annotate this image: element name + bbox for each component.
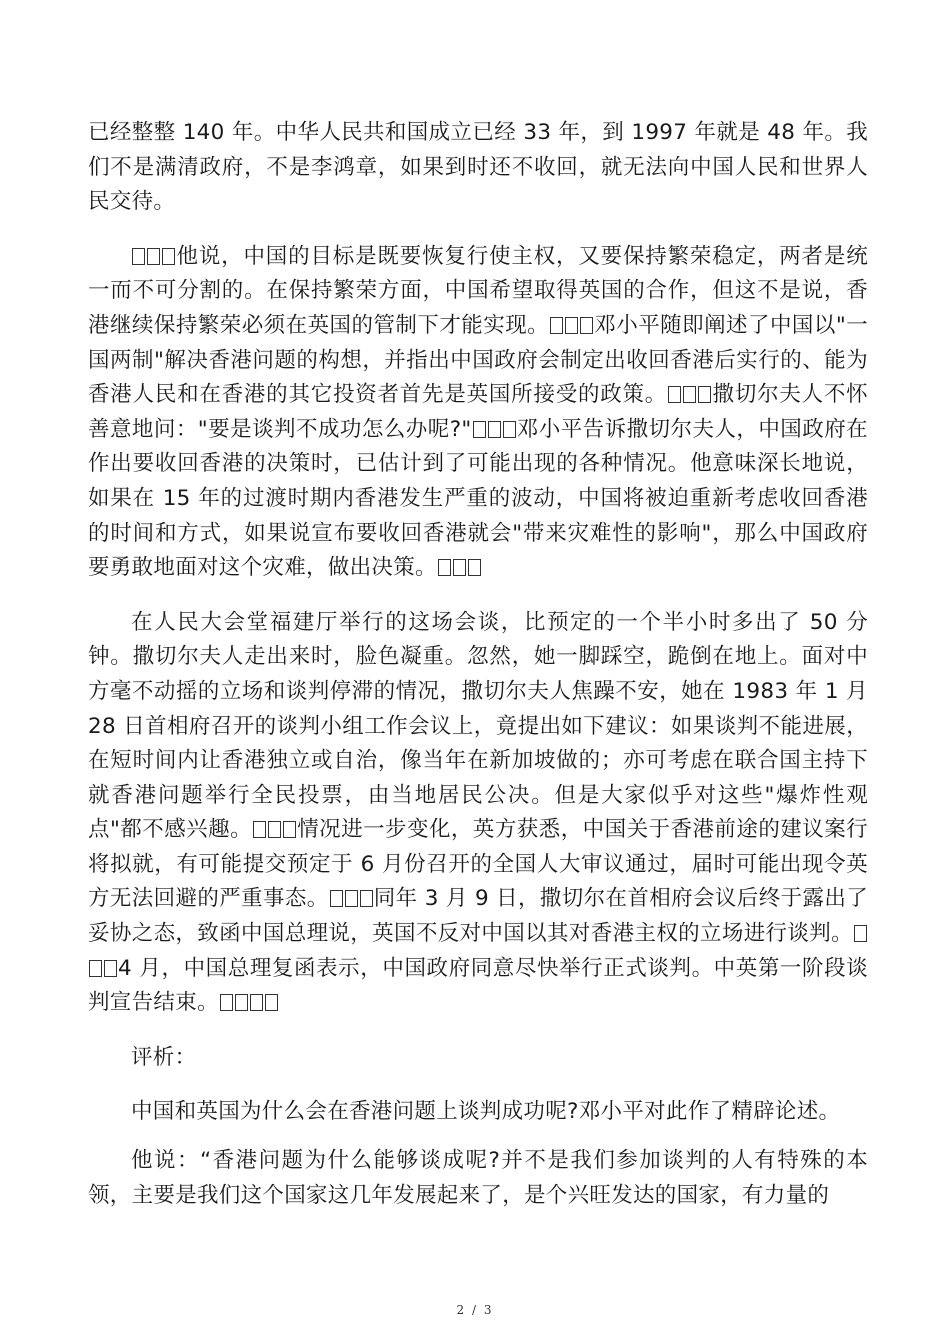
missing-glyph-box (89, 960, 102, 977)
missing-glyph-box (438, 559, 451, 576)
missing-glyph-box (330, 890, 343, 907)
missing-glyph-box (550, 317, 563, 334)
missing-glyph-box (268, 821, 281, 838)
paragraph-1: 已经整整 140 年。中华人民共和国成立已经 33 年，到 1997 年就是 48 年。我们不是满清政府，不是李鸿章，如果到时还不收回，就无法向中国人民和世界人民交待。 (88, 120, 868, 215)
missing-glyph-box (104, 960, 117, 977)
missing-glyph-box (235, 994, 248, 1011)
missing-glyph-box (265, 994, 278, 1011)
missing-glyph-box (683, 386, 696, 403)
missing-glyph-box (253, 821, 266, 838)
page-number: 2 / 3 (456, 1303, 494, 1317)
missing-glyph-box (250, 994, 263, 1011)
paragraph-2-part-d: 邓小平告诉撒切尔夫人，中国政府在作出要收回香港的决策时，已估计到了可能出现的各种情况。他意味深长地说，如果在 15 年的过渡时期内香港发生严重的波动，中国将被迫重新考虑收回香港的时间和方式，如果说宣布要收回香港就会"带来灾难性的影响"，那么中国政府要勇敢地面对这个灾难，做出决策。 (88, 416, 868, 581)
paragraph-5: 中国和英国为什么会在香港问题上谈判成功呢?邓小平对此作了精辟论述。 (131, 1099, 841, 1125)
missing-glyph-box (360, 890, 373, 907)
missing-glyph-box (220, 994, 233, 1011)
document-body (88, 116, 868, 1213)
paragraph-3 (88, 606, 868, 1021)
missing-glyph-box (503, 421, 516, 438)
paragraph-2-part-c: 撒切尔夫人不怀善意地问："要是谈判不成功怎么办呢?" (88, 382, 868, 442)
missing-glyph-box (580, 317, 593, 334)
paragraph-3-part-a: 在人民大会堂福建厅举行的这场会谈，比预定的一个半小时多出了 50 分钟。撒切尔夫人走出来时，脸色凝重。忽然，她一脚踩空，跪倒在地上。面对中方毫不动摇的立场和谈判停滞的情况，撒切尔夫人焦躁不安，她在 1983 年 1 月 28 日首相府召开的谈判小组工作会议上，竟提出如下建议：如果谈判不能进展，在短时间内让香港独立或自治，像当年在新加坡做的；亦可考虑在联合国主持下就香港问题举行全民投票，由当地居民公决。但是大家似乎对这些"爆炸性观点"都不感兴趣。 (88, 609, 868, 843)
missing-glyph-box (453, 559, 466, 576)
paragraph-6: 他说：“香港问题为什么能够谈成呢?并不是我们参加谈判的人有特殊的本领，主要是我们这个国家这几年发展起来了，是个兴旺发达的国家，有力量的 (88, 1148, 868, 1208)
missing-glyph-box (668, 386, 681, 403)
missing-glyph-box (473, 421, 486, 438)
missing-glyph-box (132, 248, 145, 265)
missing-glyph-box (698, 386, 711, 403)
missing-glyph-box (147, 248, 160, 265)
missing-glyph-box (162, 248, 175, 265)
paragraph-2-part-a: 他说，中国的目标是既要恢复行使主权，又要保持繁荣稳定，两者是统一而不可分割的。在保持繁荣方面，中国希望取得英国的合作，但这不是说，香港继续保持繁荣必须在英国的管制下才能实现。 (88, 243, 868, 338)
missing-glyph-box (854, 925, 867, 942)
missing-glyph-box (345, 890, 358, 907)
paragraph-review-label: 评析： (131, 1044, 197, 1070)
missing-glyph-box (468, 559, 481, 576)
paragraph-3-part-c: 同年 3 月 9 日，撒切尔在首相府会议后终于露出了妥协之态，致函中国总理说，英国不反对中国以其对香港主权的立场进行谈判。 (88, 886, 868, 947)
paragraph-2-part-b: 邓小平随即阐述了中国以"一国两制"解决香港问题的构想，并指出中国政府会制定出收回香港后实行的、能为香港人民和在香港的其它投资者首先是英国所接受的政策。 (88, 312, 868, 408)
paragraph-2 (88, 240, 868, 586)
paragraph-3-part-b: 情况进一步变化，英方获悉，中国关于香港前途的建议案行将拟就，有可能提交预定于 6 月份召开的全国人大审议通过，届时可能出现令英方无法回避的严重事态。 (88, 817, 868, 912)
paragraph-3-part-d: 4 月，中国总理复函表示，中国政府同意尽快举行正式谈判。中英第一阶段谈判宣告结束。 (88, 955, 868, 1016)
missing-glyph-box (283, 821, 296, 838)
missing-glyph-box (565, 317, 578, 334)
missing-glyph-box (488, 421, 501, 438)
